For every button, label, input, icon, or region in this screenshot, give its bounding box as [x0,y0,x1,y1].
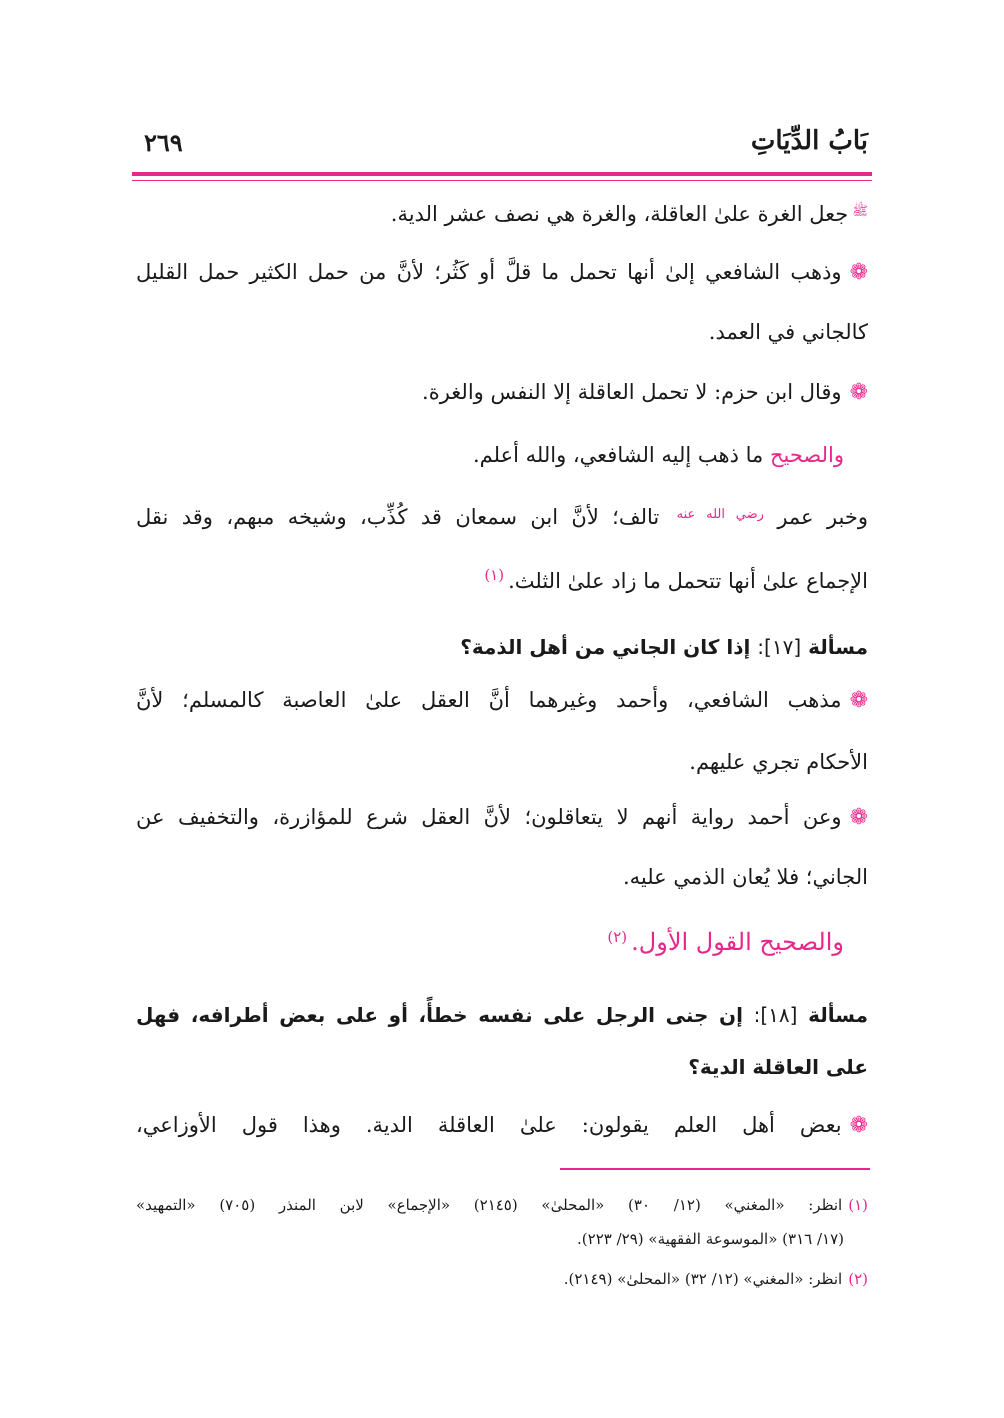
paragraph-line [136,192,868,234]
page-header [132,122,872,162]
header-rule-thin [132,180,872,181]
flower-bullet-icon: ❁ [849,380,868,405]
footnote-separator [560,1168,870,1170]
highlight-label: والصحيح [769,443,844,467]
paragraph-text: الإجماع علىٰ أنها تتحمل ما زاد علىٰ الثلث. [508,569,868,593]
paragraph-text: بعض أهل العلم يقولون: علىٰ العاقلة الدية. وهذا قول الأوزاعي، [136,1113,842,1137]
paragraph-line [136,917,844,963]
highlight-label: والصحيح القول الأول. [631,928,844,956]
issue-heading [136,627,868,667]
footnote-text: (١٧/ ٣١٦) «الموسوعة الفقهية» (٢٩/ ٢٢٣). [577,1230,844,1248]
footnote-number: (٢) [848,1270,868,1288]
issue-title: إن جنى الرجل على نفسه خطأً، أو على بعض أطرافه، فهل [136,1003,743,1027]
footnote-reference: (٢) [607,928,628,946]
paragraph-text: وخبر عمر [777,505,868,529]
paragraph-line [136,680,868,721]
paragraph-line [136,372,868,413]
issue-title: على العاقلة الدية؟ [688,1055,868,1079]
footnote-text: انظر: «المغني» (١٢/ ٣٠) «المحلىٰ» (٢١٤٥) «الإجماع» لابن المنذر (٧٠٥) «التمهيد» [136,1196,843,1214]
issue-label: مسألة [808,635,868,659]
paragraph-line [136,252,868,293]
paragraph-line [136,435,844,475]
paragraph-text: وذهب الشافعي إلىٰ أنها تحمل ما قلَّ أو كَثُر؛ لأنَّ من حمل الكثير حمل القليل [136,260,842,284]
footnote-text: انظر: «المغني» (١٢/ ٣٢) «المحلىٰ» (٢١٤٩). [563,1270,843,1288]
flower-bullet-icon: ❁ [849,688,868,713]
issue-number: [١٧]: [757,635,802,659]
flower-bullet-icon: ❁ [849,1113,868,1138]
paragraph-text: الأحكام تجري عليهم. [689,750,868,774]
page-number: ٢٦٩ [144,128,183,157]
paragraph-text: الجاني؛ فلا يُعان الذمي عليه. [622,865,868,889]
footnote [136,1264,868,1294]
paragraph-line [136,1105,868,1146]
issue-title: إذا كان الجاني من أهل الذمة؟ [460,635,751,659]
paragraph-line [136,312,868,352]
honorific-glyph: رضي الله عنه [676,507,764,522]
paragraph-text: كالجاني في العمد. [708,320,868,344]
footnote-reference: (١) [484,566,505,584]
paragraph-line [136,857,868,897]
paragraph-line [136,797,868,838]
paragraph-text: مذهب الشافعي، وأحمد وغيرهما أنَّ العقل علىٰ العاصبة كالمسلم؛ لأنَّ [136,688,842,712]
issue-heading [136,995,868,1035]
footnote [136,1190,868,1220]
issue-number: [١٨]: [753,1003,798,1027]
paragraph-text: تالف؛ لأنَّ ابن سمعان قد كُذِّب، وشيخه مبهم، وقد نقل [136,505,660,529]
flower-bullet-icon: ❁ [849,805,868,830]
chapter-title: بَابُ الدِّيَاتِ [750,126,868,156]
paragraph-text: وعن أحمد رواية أنهم لا يتعاقلون؛ لأنَّ العقل شرع للمؤازرة، والتخفيف عن [136,805,842,829]
footnote-number: (١) [848,1196,868,1214]
paragraph-line [136,742,868,782]
footnote-continued [136,1224,844,1254]
paragraph-line [136,495,868,537]
paragraph-text: جعل الغرة علىٰ العاقلة، والغرة هي نصف عشر الدية. [390,202,849,226]
paragraph-text: ما ذهب إليه الشافعي، والله أعلم. [472,443,764,467]
issue-heading-continued [136,1047,868,1087]
issue-label: مسألة [808,1003,868,1027]
flower-bullet-icon: ❁ [849,260,868,285]
paragraph-text: وقال ابن حزم: لا تحمل العاقلة إلا النفس والغرة. [422,380,842,404]
paragraph-line [136,555,868,601]
honorific-glyph: ﷺ [852,204,868,219]
header-rule-thick [132,172,872,176]
